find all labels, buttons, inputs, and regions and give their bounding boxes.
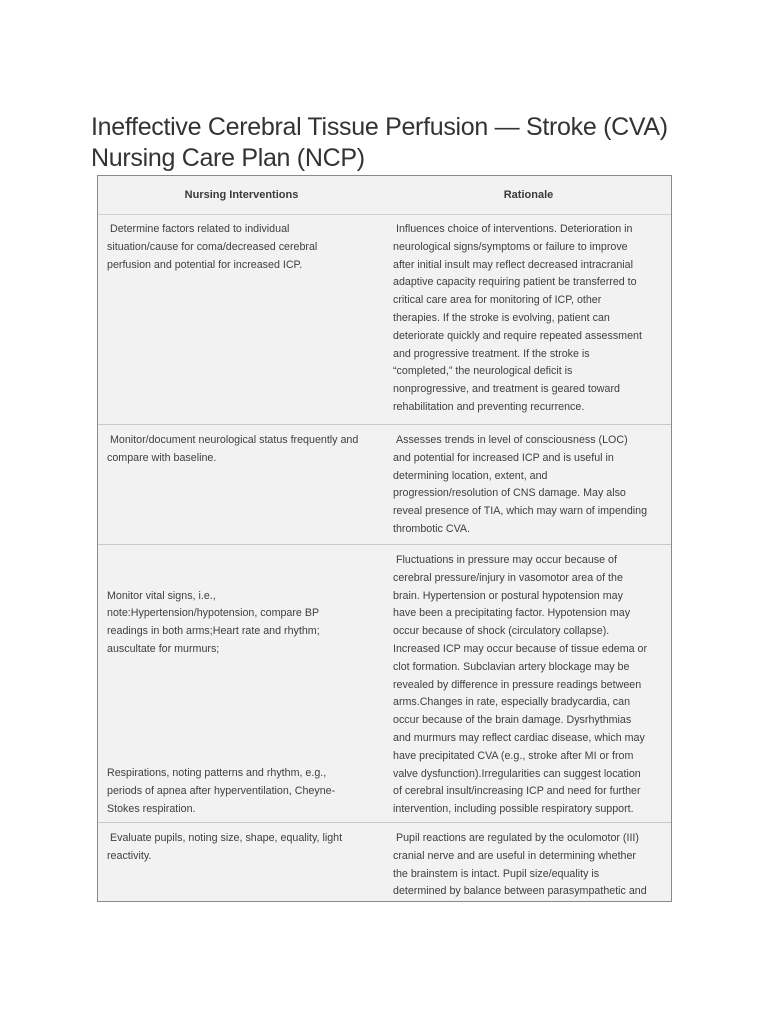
header-edge-mark <box>671 184 672 208</box>
intervention-cell: Monitor/document neurological status frequently and compare with baseline. <box>107 434 359 464</box>
intervention-cell: Evaluate pupils, noting size, shape, equality, light reactivity. <box>107 832 343 862</box>
header-rationale: Rationale <box>503 189 554 201</box>
rationale-cell: Fluctuations in pressure may occur because of cerebral pressure/injury in vasomotor area of the brain. Hypertension or postural hypotension may have been a precipitating factor. Hypotension may occur because of shock (circulatory collapse). Increased ICP may occur because of tissue edema or clot formation. Subclavian artery blockage may be revealed by difference in pressure readings between arms.Changes in rate, especially bradycardia, can occur because of the brain damage. Dysrhythmias and murmurs may reflect cardiac disease, which may have precipitated CVA (e.g., stroke after MI or from valve dysfunction).Irregularities can suggest location of cerebral insult/increasing ICP and need for further intervention, including possible respiratory support. <box>393 554 648 816</box>
header-nursing-interventions: Nursing Interventions <box>184 189 299 201</box>
rationale-cell: Influences choice of interventions. Deterioration in neurological signs/symptoms or failure to improve after initial insult may reflect decreased intracranial adaptive capacity requiring patient be transferred to critical care area for monitoring of ICP, other therapies. If the stroke is evolving, patient can deteriorate quickly and require repeated assessment and progressive treatment. If the stroke is “completed,” the neurological deficit is nonprogressive, and treatment is geared toward rehabilitation and preventing recurrence. <box>393 223 642 413</box>
table-row <box>98 425 672 545</box>
table-row <box>98 823 672 902</box>
table-header-row <box>98 176 672 215</box>
table-row <box>98 545 672 823</box>
page-title <box>91 112 711 174</box>
paragraph-gap <box>107 694 377 729</box>
intervention-cell <box>107 552 377 854</box>
page-title-line-2: Nursing Care Plan (NCP) <box>91 144 365 172</box>
care-plan-table <box>97 175 672 902</box>
table-row <box>98 214 672 425</box>
rationale-cell: Pupil reactions are regulated by the oculomotor (III) cranial nerve and are useful in determining whether the brainstem is intact. Pupil size/equality is determined by balance between parasympathetic and <box>393 832 647 898</box>
page-title-line-1: Ineffective Cerebral Tissue Perfusion — Stroke (CVA) <box>91 113 668 141</box>
row-edge-mark <box>671 427 672 463</box>
row-edge-mark <box>671 216 672 252</box>
rationale-cell: Assesses trends in level of consciousness (LOC) and potential for increased ICP and is useful in determining location, extent, and progression/resolution of CNS damage. May also reveal presence of TIA, which may warn of impending thrombotic CVA. <box>393 434 648 535</box>
intervention-paragraph: Monitor vital signs, i.e., note:Hypertension/hypotension, compare BP readings in both arms;Heart rate and rhythm; auscultate for murmurs; <box>107 589 320 655</box>
intervention-cell: Determine factors related to individual situation/cause for coma/decreased cerebral perfusion and potential for increased ICP. <box>107 223 318 271</box>
row-edge-mark <box>671 825 672 861</box>
intervention-paragraph: Respirations, noting patterns and rhythm, e.g., periods of apnea after hyperventilation, Cheyne- Stokes respiration. <box>107 766 336 815</box>
row-edge-mark <box>671 547 672 583</box>
